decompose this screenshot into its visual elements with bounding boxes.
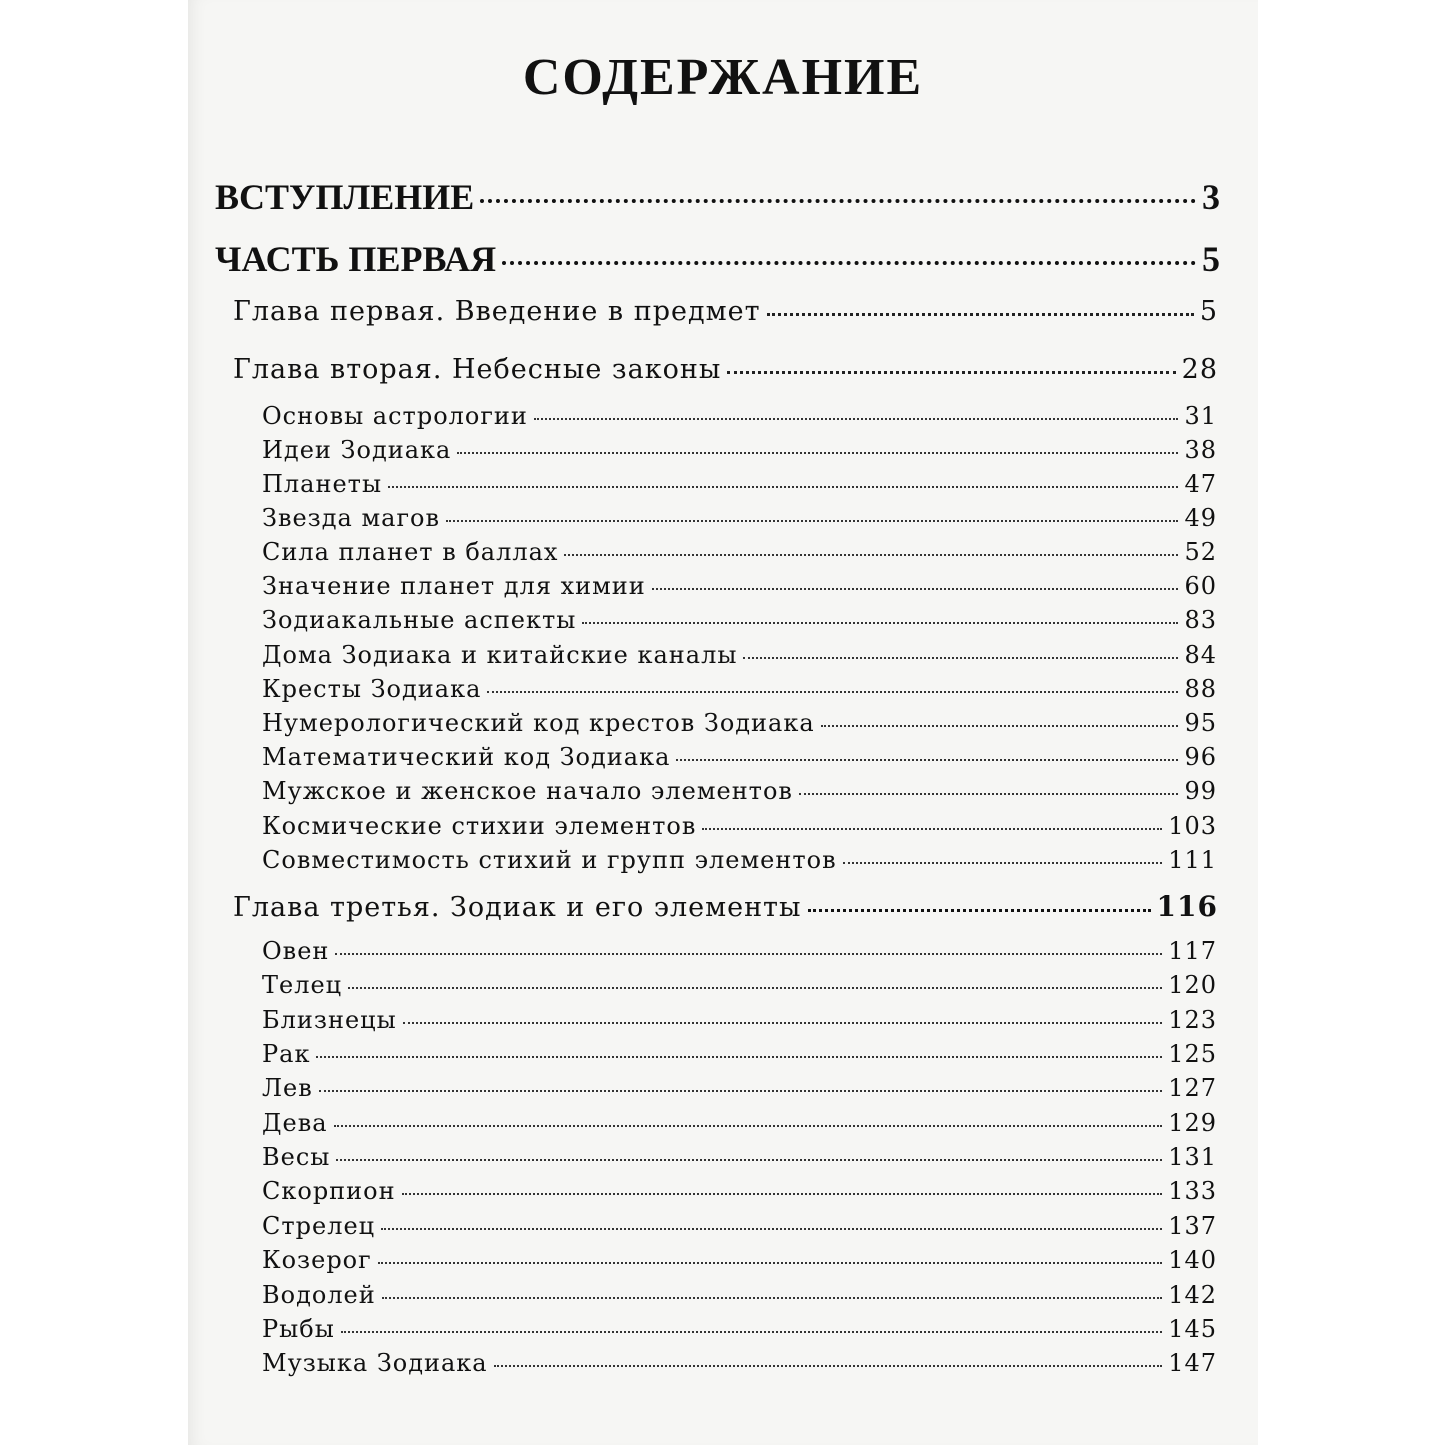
toc-section [262, 675, 1217, 703]
toc-page-number: 38 [1184, 436, 1217, 464]
toc-entry-label: Нумерологический код крестов Зодиака [262, 709, 815, 737]
toc-section [262, 1177, 1217, 1205]
toc-section [262, 1143, 1217, 1171]
dot-leader [388, 486, 1178, 488]
toc-page-number: 140 [1168, 1246, 1217, 1274]
dot-leader [381, 1228, 1162, 1230]
dot-leader [334, 1125, 1163, 1127]
dot-leader [767, 313, 1194, 316]
toc-section [262, 1315, 1217, 1343]
dot-leader [534, 418, 1179, 420]
toc-page-number: 96 [1184, 743, 1217, 771]
toc-page-number: 116 [1156, 890, 1218, 923]
toc-entry-label: Глава третья. Зодиак и его элементы [233, 892, 802, 923]
page-title: СОДЕРЖАНИЕ [522, 49, 924, 106]
toc-page-number: 5 [1202, 239, 1220, 279]
toc-entry-label: Кресты Зодиака [262, 675, 482, 703]
toc-entry-label: Скорпион [262, 1177, 396, 1205]
dot-leader [403, 1022, 1162, 1024]
toc-page-number: 28 [1181, 354, 1218, 385]
toc-section [262, 1006, 1217, 1034]
dot-leader [378, 1262, 1162, 1264]
toc-entry-label: Основы астрологии [262, 402, 528, 430]
dot-leader [564, 554, 1178, 556]
toc-section [262, 1281, 1217, 1309]
toc-section [262, 641, 1217, 669]
dot-leader [808, 909, 1151, 912]
toc-part-one [215, 238, 1220, 280]
toc-entry-label: ВСТУПЛЕНИЕ [215, 177, 475, 217]
toc-page-number: 31 [1184, 402, 1217, 430]
dot-leader [335, 953, 1162, 955]
toc-page-number: 84 [1184, 641, 1217, 669]
dot-leader [843, 862, 1163, 864]
toc-section [262, 971, 1217, 999]
dot-leader [382, 1297, 1162, 1299]
toc-section [262, 743, 1217, 771]
toc-entry-label: Математический код Зодиака [262, 743, 671, 771]
dot-leader [446, 520, 1178, 522]
toc-entry-label: Дева [262, 1109, 328, 1137]
toc-page-number: 103 [1168, 812, 1217, 840]
toc-page-number: 88 [1184, 675, 1217, 703]
toc-page-number: 147 [1168, 1349, 1217, 1377]
toc-entry-label: Рак [262, 1040, 311, 1068]
dot-leader [402, 1193, 1163, 1195]
toc-page-number: 123 [1168, 1006, 1217, 1034]
dot-leader [494, 1365, 1163, 1367]
dot-leader [652, 588, 1179, 590]
toc-page-number: 60 [1184, 572, 1217, 600]
dot-leader [582, 622, 1178, 624]
toc-section [262, 504, 1217, 532]
toc-page-number: 129 [1168, 1109, 1217, 1137]
toc-entry-label: Идеи Зодиака [262, 436, 452, 464]
toc-entry-label: Водолей [262, 1281, 376, 1309]
dot-leader [727, 371, 1175, 374]
toc-entry-label: ЧАСТЬ ПЕРВАЯ [215, 239, 497, 279]
toc-entry-label: Планеты [262, 470, 383, 498]
toc-section [262, 572, 1217, 600]
toc-page-number: 111 [1168, 846, 1217, 874]
dot-leader [502, 261, 1196, 265]
toc-section [262, 1109, 1217, 1137]
toc-entry-label: Телец [262, 971, 343, 999]
toc-page-number: 99 [1184, 777, 1217, 805]
dot-leader [821, 725, 1179, 727]
toc-entry-label: Близнецы [262, 1006, 397, 1034]
toc-section [262, 402, 1217, 430]
toc-entry-label: Космические стихии элементов [262, 812, 697, 840]
toc-entry-label: Стрелец [262, 1212, 376, 1240]
toc-section [262, 1074, 1217, 1102]
dot-leader [702, 828, 1162, 830]
toc-page-number: 47 [1184, 470, 1217, 498]
toc-entry-label: Музыка Зодиака [262, 1349, 488, 1377]
toc-entry-label: Глава первая. Введение в предмет [233, 296, 761, 327]
toc-section [262, 777, 1217, 805]
dot-leader [316, 1056, 1162, 1058]
toc-chapter-1 [233, 296, 1218, 327]
toc-section [262, 1246, 1217, 1274]
toc-entry-label: Весы [262, 1143, 331, 1171]
toc-chapter-3 [233, 890, 1218, 923]
toc-entry-label: Козерог [262, 1246, 372, 1274]
toc-entry-label: Сила планет в баллах [262, 538, 559, 566]
toc-page-number: 120 [1168, 971, 1217, 999]
toc-section [262, 1349, 1217, 1377]
toc-section [262, 812, 1217, 840]
toc-page-number: 49 [1184, 504, 1217, 532]
toc-chapter-2 [233, 354, 1218, 385]
toc-entry-label: Совместимость стихий и групп элементов [262, 846, 837, 874]
toc-page-number: 145 [1168, 1315, 1217, 1343]
toc-page-number: 5 [1199, 296, 1218, 327]
toc-entry-label: Звезда магов [262, 504, 440, 532]
dot-leader [341, 1331, 1162, 1333]
toc-section [262, 470, 1217, 498]
toc-page-number: 95 [1184, 709, 1217, 737]
dot-leader [480, 199, 1196, 203]
toc-page-number: 142 [1168, 1281, 1217, 1309]
dot-leader [676, 759, 1178, 761]
toc-page-number: 52 [1184, 538, 1217, 566]
toc-section [262, 709, 1217, 737]
dot-leader [336, 1159, 1162, 1161]
dot-leader [319, 1090, 1162, 1092]
toc-section [262, 606, 1217, 634]
toc-section [262, 1040, 1217, 1068]
toc-entry-label: Рыбы [262, 1315, 335, 1343]
toc-entry-label: Дома Зодиака и китайские каналы [262, 641, 738, 669]
toc-page-number: 127 [1168, 1074, 1217, 1102]
toc-entry-label: Зодиакальные аспекты [262, 606, 577, 634]
toc-entry-label: Мужское и женское начало элементов [262, 777, 793, 805]
toc-page-number: 3 [1202, 177, 1220, 217]
toc-entry-label: Овен [262, 937, 330, 965]
dot-leader [743, 657, 1178, 659]
toc-page-number: 137 [1168, 1212, 1217, 1240]
toc-entry-label: Лев [262, 1074, 313, 1102]
toc-part-introduction [215, 176, 1220, 218]
toc-page-number: 83 [1184, 606, 1217, 634]
toc-section [262, 436, 1217, 464]
dot-leader [799, 793, 1179, 795]
dot-leader [348, 987, 1162, 989]
dot-leader [457, 452, 1178, 454]
toc-section [262, 538, 1217, 566]
toc-section [262, 937, 1217, 965]
toc-page-number: 125 [1168, 1040, 1217, 1068]
toc-page-number: 133 [1168, 1177, 1217, 1205]
toc-entry-label: Значение планет для химии [262, 572, 646, 600]
toc-page-number: 117 [1168, 937, 1217, 965]
toc-section [262, 1212, 1217, 1240]
dot-leader [487, 691, 1178, 693]
toc-page-number: 131 [1168, 1143, 1217, 1171]
toc-entry-label: Глава вторая. Небесные законы [233, 354, 722, 385]
toc-section [262, 846, 1217, 874]
